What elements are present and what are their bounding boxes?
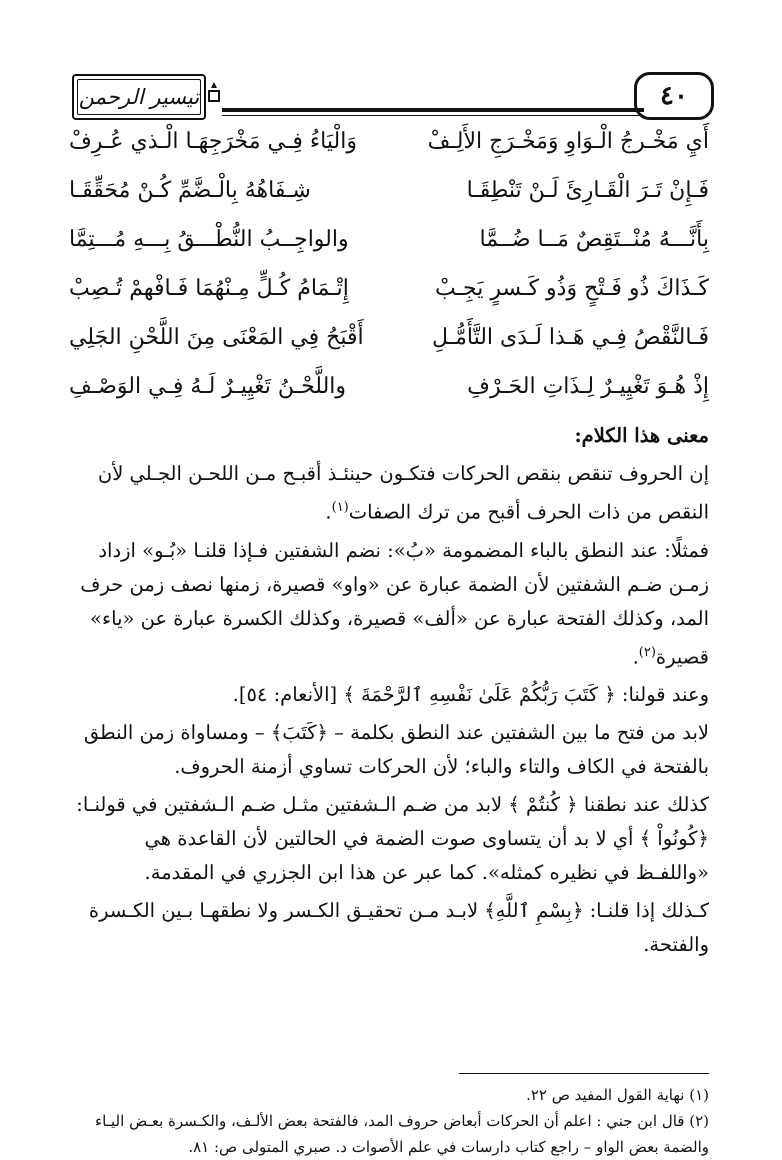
- footnote-ref: (١): [331, 500, 349, 515]
- paragraph: إن الحروف تنقص بنقص الحركات فتكـون حينئـذ أقبـح مـن اللحـن الجـلي لأن النقص من ذات الحرف أقبح من ترك الصفات$^{(١)}$.: [97, 462, 709, 524]
- verse: [69, 367, 709, 416]
- footnote-ref: (٢): [638, 644, 656, 660]
- paragraph: كذلك عند نطقنا ﴿ كُنتُمْ ﴾ لابد من ضـم الـشفتين مثـل ضـم الـشفتين في قولنـا: ﴿كُونُواْ ﴾ أي لا بد أن يتساوى صوت الضمة في الحالتين لأن القاعدة هي «واللفـظ في نظيره كمثله». كما عبر عن هذا ابن الجزري في المقدمة.: [76, 793, 709, 884]
- header-rule-thin: [222, 115, 644, 116]
- page-header: [72, 68, 714, 120]
- verse-right-hemistich: فَـالنَّقْصُ فِـي هَـذا لَـدَى التَّأَمُّـلِ: [431, 325, 709, 350]
- verse-left-hemistich: واللَّحْـنُ تَغْيِيـرٌ لَـهُ فِـي الوَصْـفِ: [69, 374, 347, 399]
- verse-right-hemistich: بِأَنَّـــهُ مُنْــتَقِصٌ مَــا ضُــمَّا: [479, 227, 709, 252]
- ornament-icon: [206, 82, 222, 104]
- paragraph: فمثلًا: عند النطق بالباء المضمومة «بُ»: نضم الشفتين فـإذا قلنـا «بُـو» ازداد زمـن ضـم الشفتين لأن الضمة عبارة عن «واو» قصيرة، زمنها نصف زمن حرف المد، وكذلك الفتحة عبارة عن «ألف» قصيرة، وكذلك الكسرة عبارة عن «ياء» قصيرة$^{(٢)}$.: [80, 538, 709, 668]
- verse-right-hemistich: إِذْ هُـوَ تَغْيِيـرٌ لِـذَاتِ الحَـرْفِ: [467, 374, 709, 399]
- page-number: ٤٠: [634, 72, 714, 120]
- footnote: (٢) قال ابن جني : اعلم أن الحركات أبعاض حروف المد، فالفتحة بعض الألـف، والكـسرة بعـض اليـاء والضمة بعض الواو – راجع كتاب دارسات في علم الأصوات د. صبري المتولى ص: ٨١.: [95, 1112, 709, 1156]
- verse-left-hemistich: شِـفَاهُهُ بِالْـضَّمِّ كُـنْ مُحَقِّقَـا: [69, 178, 311, 203]
- verse-right-hemistich: فَـإِنْ تَـرَ الْقَـارِئَ لَـنْ تَنْطِقَـا: [466, 178, 709, 203]
- paragraph-text: فمثلًا: عند النطق بالباء المضمومة «بُ»: نضم الشفتين فـإذا قلنـا «بُـو» ازداد زمـن ضـم الشفتين لأن الضمة عبارة عن «واو» قصيرة، زمنها نصف زمن حرف المد، وكذلك الفتحة عبارة عن «ألف» قصيرة، وكذلك الكسرة عبارة عن «ياء» قصيرة: [80, 538, 709, 668]
- verse-right-hemistich: كَـذَاكَ ذُو فَـتْحٍ وَذُو كَـسرٍ يَجِـبْ: [434, 276, 709, 301]
- paragraph: لابد من فتح ما بين الشفتين عند النطق بكلمة – ﴿كَتَبَ﴾ – ومساواة زمن النطق بالفتحة في الكاف والتاء والباء؛ لأن الحركات تساوي أزمنة الحروف.: [83, 721, 709, 778]
- verse-right-hemistich: أَيِ مَخْـرجُ الْـوَاوِ وَمَخْـرَجِ الأَلِـفْ: [427, 129, 709, 154]
- verse-left-hemistich: أَقْبَحُ فِي المَعْنَى مِنَ اللَّحْنِ الجَلِي: [69, 325, 364, 350]
- footnote: (١) نهاية القول المفيد ص ٢٢.: [526, 1086, 709, 1104]
- footnotes: [69, 1082, 709, 1160]
- verse: [69, 220, 709, 269]
- paragraph-text: إن الحروف تنقص بنقص الحركات فتكـون حينئـذ أقبـح مـن اللحـن الجـلي لأن النقص من ذات الحرف أقبح من ترك الصفات: [97, 462, 709, 524]
- paragraph: وعند قولنا: ﴿ كَتَبَ رَبُّكُمْ عَلَىٰ نَفْسِهِ ٱلرَّحْمَةَ ﴾ [الأنعام: ٥٤].: [232, 683, 709, 706]
- verse: [69, 269, 709, 318]
- verse-left-hemistich: والواجِــبُ النُّطْـــقُ بِـــهِ مُـــتِمَّا: [69, 227, 349, 252]
- poem: [69, 122, 709, 416]
- verse-left-hemistich: إِتْـمَامُ كُـلٍّ مِـنْهُمَا فَـافْهمْ تُـصِبْ: [69, 276, 349, 301]
- body-text: [69, 419, 709, 966]
- book-title-badge: تيسير الرحمن: [72, 74, 206, 120]
- header-rule: [222, 108, 644, 112]
- verse: [69, 122, 709, 171]
- section-heading: معنى هذا الكلام:: [574, 424, 709, 447]
- verse: [69, 171, 709, 220]
- verse-left-hemistich: وَالْيَاءُ فِـي مَخْرَجِهَـا الْـذي عُـرِفْ: [69, 129, 357, 154]
- footnote-divider: [459, 1073, 709, 1074]
- paragraph: كـذلك إذا قلنـا: ﴿بِسْمِ ٱللَّهِ﴾ لابـد مـن تحقيـق الكـسر ولا نطقهـا بـين الكـسرة والفتحة.: [88, 899, 709, 956]
- verse: [69, 318, 709, 367]
